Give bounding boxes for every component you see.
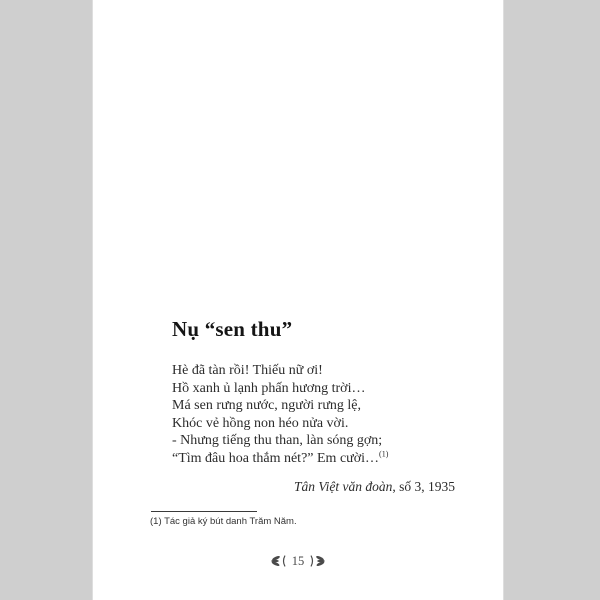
- poem-line: Hồ xanh ủ lạnh phấn hương trời…: [172, 380, 366, 396]
- book-page: [93, 0, 503, 600]
- attribution-detail: , số 3, 1935: [392, 479, 455, 494]
- attribution-source: Tân Việt văn đoàn: [293, 479, 393, 494]
- poem-line: Khóc vẻ hồng non héo nửa vời.: [172, 415, 349, 431]
- footnote-marker: (1): [379, 449, 389, 459]
- poem-line-text: “Tìm đâu hoa thắm nét?” Em cười…: [172, 450, 380, 466]
- floral-sprig-icon: [309, 555, 325, 567]
- footnote-text: (1) Tác giả ký bút danh Trăm Năm.: [150, 516, 297, 527]
- poem-line: Hè đã tàn rồi! Thiếu nữ ơi!: [172, 363, 323, 378]
- attribution: [294, 479, 455, 495]
- poem-body: [172, 362, 388, 468]
- floral-sprig-icon: [271, 555, 287, 567]
- footnote-divider: [151, 511, 257, 512]
- poem-line: [172, 450, 388, 468]
- poem-line: Má sen rưng nước, người rưng lệ,: [172, 398, 362, 414]
- poem-line: - Nhưng tiếng thu than, làn sóng gợn;: [172, 433, 383, 449]
- poem-title: Nụ “sen thu”: [172, 317, 293, 341]
- page-number: 15: [291, 554, 305, 568]
- page-footer: [93, 554, 503, 568]
